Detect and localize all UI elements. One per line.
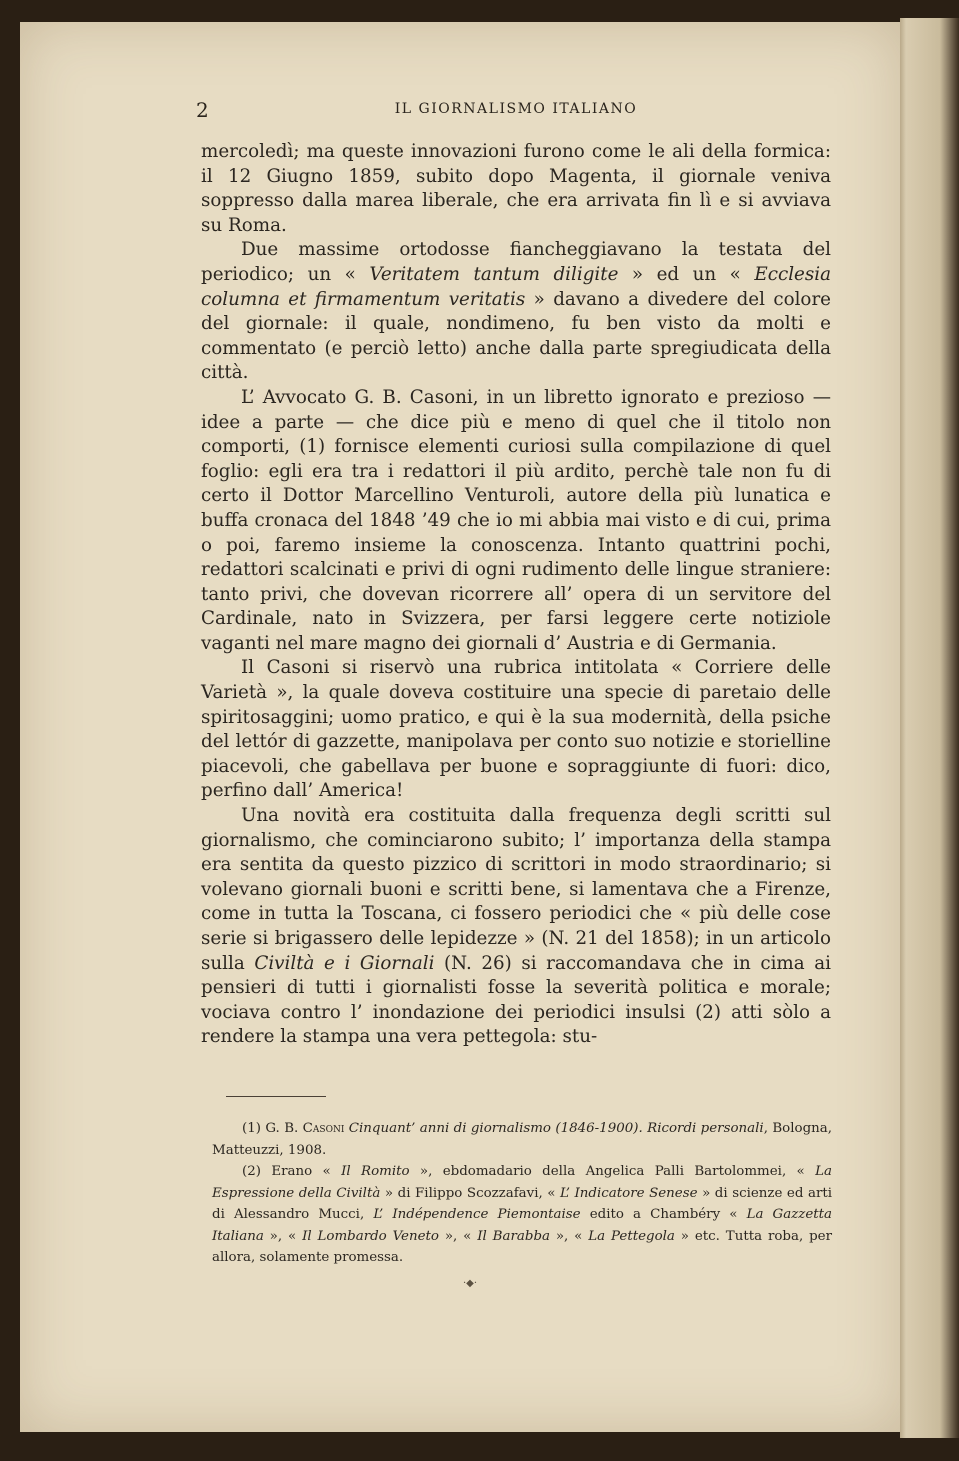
periodical-title: La Gazzetta Italiana: [212, 1207, 833, 1244]
page-header: [196, 98, 836, 122]
paragraph-1: mercoledì; ma queste innovazioni furono come le ali della formica: il 12 Giugno 1859, subito dopo Magenta, il giornale veniva soppresso dalla marea liberale, che era arrivata fin lì e si avviava su Roma.: [201, 141, 831, 236]
ornament-icon: ·◆·: [462, 1278, 478, 1289]
footnote-2: [212, 1161, 832, 1269]
text-run: » ed un «: [618, 263, 755, 285]
text-run: », «: [438, 1228, 478, 1244]
text-run: Due massime ortodosse fiancheggiavano la testata del periodico; un «: [201, 239, 831, 285]
text-run: » di scienze ed arti di Alessandro Mucci,: [212, 1185, 833, 1222]
text-run: », «: [263, 1228, 303, 1244]
body-text: [201, 140, 831, 1050]
text-run: », «: [550, 1228, 589, 1244]
footnotes: [212, 1118, 832, 1269]
footnote-1: [212, 1118, 832, 1161]
text-run: , Bologna, Matteuzzi, 1908.: [212, 1121, 832, 1158]
periodical-title: L’ Indicatore Senese: [560, 1185, 698, 1201]
page-edge: [900, 18, 959, 1438]
running-title: IL GIORNALISMO ITALIANO: [394, 101, 638, 117]
paragraph-3: L’ Avvocato G. B. Casoni, in un libretto ignorato e prezioso — idee a parte — che dice più e meno di quel che il titolo non comporti, (1) fornisce elementi curiosi sulla compilazione di quel foglio: egli era tra i redattori il più ardito, perchè tale non fu di certo il Dottor Marcellino Venturoli, autore della più lunatica e buffa cronaca del 1848 ’49 che io mi abbia mai visto e di cui, prima o poi, faremo insieme la conoscenza. Intanto quattrini pochi, redattori scalcinati e privi di ogni rudimento delle lingue straniere: tanto privi, che dovevan ricorrere all’ opera di un servitore del Cardinale, nato in Svizzera, per farsi leggere certe notiziole vaganti nel mare magno dei giornali d’ Austria e di Germania.: [201, 386, 831, 654]
periodical-title: Il Lombardo Veneto: [302, 1228, 439, 1244]
text-run: » di Filippo Scozzafavi, «: [380, 1185, 561, 1201]
periodical-title: L’ Indépendence Piemontaise: [373, 1207, 581, 1222]
page-number: 2: [196, 98, 209, 122]
periodical-title: Il Romito: [341, 1164, 410, 1179]
text-run: Una novità era costituita dalla frequenza degli scritti sul giornalismo, che cominciarono subito; l’ importanza della stampa era sentita da questo pizzico di scrittori in modo straordinario; si volevano giornali buoni e scritti bene, si lamentava che a Firenze, come in tutta la Toscana, ci fossero periodici che « più delle cose serie si brigassero delle lepidezze » (N. 21 del 1858); in un articolo sulla: [201, 805, 831, 974]
text-run: » davano a divedere del colore del giornale: il quale, nondimeno, fu ben visto da molti e commentato (e perciò letto) anche dalla parte spregiudicata della città.: [201, 288, 831, 384]
text-run: » etc. Tutta roba, per allora, solamente promessa.: [212, 1228, 832, 1265]
periodical-title: Il Barabba: [477, 1228, 550, 1244]
italic-motto-2: Ecclesia columna et firmamentum veritatis: [201, 263, 831, 310]
text-run: (1) G. B.: [242, 1121, 303, 1136]
footnote-rule: [226, 1096, 326, 1097]
text-run: edito a Chambéry «: [580, 1207, 747, 1222]
paragraph-4: Il Casoni si riservò una rubrica intitolata « Corriere delle Varietà », la quale doveva costituire una specie di paretaio delle spiritosaggini; uomo pratico, e qui è la sua modernità, della psiche del lettór di gazzette, manipolava per conto suo notizie e storielline piacevoli, che gabellava per buone e sopraggiunte di fuori: dico, perfino dall’ America!: [201, 657, 831, 802]
italic-title: Civiltà e i Giornali: [254, 952, 435, 974]
italic-motto-1: Veritatem tantum diligite: [369, 263, 619, 285]
paragraph-2: [201, 238, 831, 386]
text-run: », ebdomadario della Angelica Palli Bartolommei, «: [409, 1164, 816, 1179]
periodical-title: La Pettegola: [588, 1228, 675, 1244]
book-title: Cinquant’ anni di giornalismo (1846-1900). Ricordi personali: [348, 1121, 764, 1136]
paragraph-5: [201, 804, 831, 1050]
periodical-title: La Espressione della Civiltà: [212, 1164, 832, 1201]
author-name: Casoni: [302, 1121, 345, 1136]
text-run: (N. 26) si raccomandava che in cima ai pensieri di tutti i giornalisti fosse la severità politica e morale; vociava contro l’ inondazione dei periodici insulsi (2) atti sòlo a rendere la stampa una vera pettegola: stu-: [201, 952, 832, 1048]
text-run: (2) Erano «: [242, 1164, 342, 1179]
